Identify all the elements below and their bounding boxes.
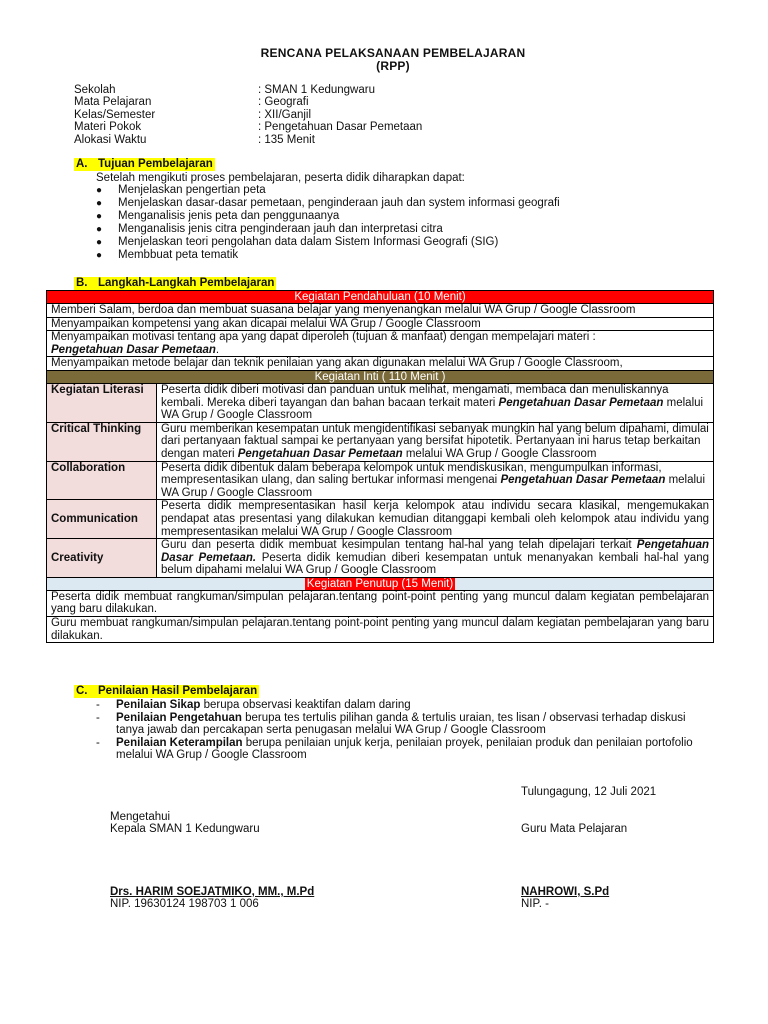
identity-value: : Pengetahuan Dasar Pemetaan	[258, 121, 423, 134]
table-row	[47, 357, 714, 371]
teacher-role: Guru Mata Pelajaran	[521, 823, 628, 835]
identity-row-class	[74, 109, 694, 121]
table-cell: Menyampaikan kompetensi yang akan dicapai melalui WA Grup / Google Classroom	[47, 317, 714, 331]
list-item: ● Menjelaskan teori pengolahan data dalam Sistem Informasi Geografi (SIG)	[96, 236, 499, 248]
identity-label: Kelas/Semester	[74, 108, 156, 121]
principal-nip: NIP. 19630124 198703 1 006	[110, 898, 259, 910]
inti-header: Kegiatan Inti ( 110 Menit )	[47, 370, 714, 383]
document-subtitle: (RPP)	[376, 59, 410, 73]
topic-emphasis: Pengetahuan Dasar Pemetaan	[237, 447, 403, 460]
section-title: Penilaian Hasil Pembelajaran	[98, 685, 258, 697]
dash-icon: -	[96, 699, 100, 711]
table-row	[47, 539, 714, 578]
list-item: - Penilaian Sikap berupa observasi keaktifan dalam daring	[96, 699, 411, 711]
section-b-heading	[74, 277, 276, 290]
section-title: Tujuan Pembelajaran	[98, 158, 213, 170]
dash-icon: -	[96, 711, 100, 724]
section-title: Langkah-Langkah Pembelajaran	[98, 277, 275, 289]
document-title: RENCANA PELAKSANAAN PEMBELAJARAN	[260, 46, 526, 60]
principal-role: Kepala SMAN 1 Kedungwaru	[110, 823, 260, 835]
table-row	[47, 370, 714, 383]
table-cell: Memberi Salam, berdoa dan membuat suasana belajar yang menyenangkan melalui WA Grup / Google Classroom	[47, 304, 714, 318]
list-item: ● Membbuat peta tematik	[96, 249, 239, 261]
table-cell: Guru membuat rangkuman/simpulan pelajaran.tentang point-point penting yang muncul dalam kegiatan pembelajaran yang baru dilakukan.	[47, 617, 714, 643]
topic-emphasis: Pengetahuan Dasar Pemetaan	[51, 343, 216, 356]
table-cell: Guru dan peserta didik membuat kesimpulan tentang hal-hal yang telah dipelajari terkait Pengetahuan Dasar Pemetaan. Peserta didik kemudian diberi kesempatan untuk menanyakan kembali hal-hal yang belum dipahami melalui WA Grup / Google Classroom	[157, 539, 714, 578]
identity-label: Mata Pelajaran	[74, 96, 152, 109]
identity-block	[74, 84, 694, 146]
table-row	[47, 331, 714, 357]
identity-label: Alokasi Waktu	[74, 133, 147, 146]
penutup-header: Kegiatan Penutup (15 Menit)	[47, 577, 714, 590]
table-row	[47, 304, 714, 318]
identity-value: : Geografi	[258, 96, 309, 109]
learning-steps-table	[46, 290, 714, 643]
section-letter: C.	[76, 685, 88, 697]
table-cell: Menyampaikan metode belajar dan teknik penilaian yang akan digunakan melalui WA Grup / Google Classroom,	[47, 357, 714, 371]
identity-row-subject	[74, 96, 694, 108]
identity-value: : 135 Menit	[258, 133, 315, 146]
topic-emphasis: Pengetahuan Dasar Pemetaan	[498, 396, 664, 409]
section-letter: B.	[76, 277, 88, 289]
table-cell: Peserta didik membuat rangkuman/simpulan pelajaran.tentang point-point penting yang muncul dalam kegiatan pembelajaran yang baru dilakukan.	[47, 590, 714, 616]
topic-emphasis: Pengetahuan Dasar Pemetaan	[500, 474, 666, 487]
bullet-icon: ●	[96, 237, 103, 248]
bullet-icon: ●	[96, 185, 103, 196]
topic-emphasis: Pengetahuan Dasar Pemetaan.	[161, 539, 709, 564]
list-item: ● Menganalisis jenis citra penginderaan jauh dan interpretasi citra	[96, 223, 443, 235]
objectives-list	[96, 184, 560, 262]
identity-row-time	[74, 134, 694, 146]
pendahuluan-header: Kegiatan Pendahuluan (10 Menit)	[47, 291, 714, 304]
activity-label: Critical Thinking	[47, 422, 157, 461]
section-c-heading	[74, 685, 259, 698]
table-row	[47, 291, 714, 304]
list-item: - Penilaian Pengetahuan berupa tes tertulis pilihan ganda & tertulis uraian, tes lisan / observasi terhadap diskusi tanya jawab dan percakapan serta penugasan melalui WA Grup / Google Classroom	[96, 711, 686, 737]
table-row	[47, 577, 714, 590]
section-a-heading	[74, 158, 215, 171]
table-cell: Peserta didik mempresentasikan hasil kerja kelompok atau individu secara klasikal, mengemukakan pendapat atas presentasi yang dilakukan kemudian ditanggapi kembali oleh kelompok atau individu yang mempresentasikan melalui WA Grup / Google Classroom	[157, 500, 714, 539]
activity-label: Communication	[47, 500, 157, 539]
table-row	[47, 383, 714, 422]
list-item: ● Menganalisis jenis peta dan penggunaanya	[96, 210, 340, 222]
activity-label: Kegiatan Literasi	[47, 383, 157, 422]
table-cell: Peserta didik dibentuk dalam beberapa kelompok untuk mendiskusikan, mengumpulkan informasi, mempresentasikan ulang, dan saling bertukar informasi mengenai Pengetahuan Dasar Pemetaan melalui WA Grup / Google Classroom	[157, 461, 714, 500]
table-row	[47, 461, 714, 500]
table-cell: Peserta didik diberi motivasi dan panduan untuk melihat, mengamati, membaca dan menuliskannya kembali. Mereka diberi tayangan dan bahan bacaan terkait materi Pengetahuan Dasar Pemetaan melalui WA Grup / Google Classroom	[157, 383, 714, 422]
bullet-icon: ●	[96, 211, 103, 222]
table-row	[47, 590, 714, 616]
identity-value: : SMAN 1 Kedungwaru	[258, 84, 375, 96]
list-item: ● Menjelaskan dasar-dasar pemetaan, penginderaan jauh dan system informasi geografi	[96, 197, 560, 209]
teacher-name: NAHROWI, S.Pd	[521, 886, 610, 898]
identity-value: : XII/Ganjil	[258, 108, 312, 121]
dash-icon: -	[96, 736, 100, 749]
table-row	[47, 500, 714, 539]
section-letter: A.	[76, 158, 88, 170]
table-row	[47, 422, 714, 461]
table-cell: Guru memberikan kesempatan untuk mengidentifikasi sebanyak mungkin hal yang belum dipahami, dimulai dari pertanyaan faktual sampai ke pertanyaan yang bersifat hipotetik. Pertanyaan ini harus tetap berkaitan dengan materi Pengetahuan Dasar Pemetaan melalui WA Grup / Google Classroom	[157, 422, 714, 461]
table-cell: Menyampaikan motivasi tentang apa yang dapat diperoleh (tujuan & manfaat) dengan mempelajari materi : Pengetahuan Dasar Pemetaan.	[47, 331, 714, 357]
acknowledged-label: Mengetahui	[110, 811, 171, 823]
identity-row-school	[74, 84, 694, 96]
identity-label: Materi Pokok	[74, 121, 142, 134]
activity-label: Collaboration	[47, 461, 157, 500]
teacher-nip: NIP. -	[521, 898, 549, 910]
place-date: Tulungagung, 12 Juli 2021	[521, 786, 657, 798]
principal-name: Drs. HARIM SOEJATMIKO, MM., M.Pd	[110, 886, 315, 898]
list-item: - Penilaian Keterampilan berupa penilaian unjuk kerja, penilaian proyek, penilaian produk dan penilaian portofolio melalui WA Grup / Google Classroom	[96, 736, 693, 762]
table-row	[47, 617, 714, 643]
list-item: ● Menjelaskan pengertian peta	[96, 184, 266, 196]
table-row	[47, 317, 714, 331]
assessment-list	[96, 699, 716, 762]
bullet-icon: ●	[96, 198, 103, 209]
objectives-intro: Setelah mengikuti proses pembelajaran, peserta didik diharapkan dapat:	[96, 172, 465, 184]
bullet-icon: ●	[96, 250, 103, 261]
activity-label: Creativity	[47, 539, 157, 578]
identity-row-topic	[74, 121, 694, 133]
bullet-icon: ●	[96, 224, 103, 235]
identity-label: Sekolah	[74, 84, 116, 96]
